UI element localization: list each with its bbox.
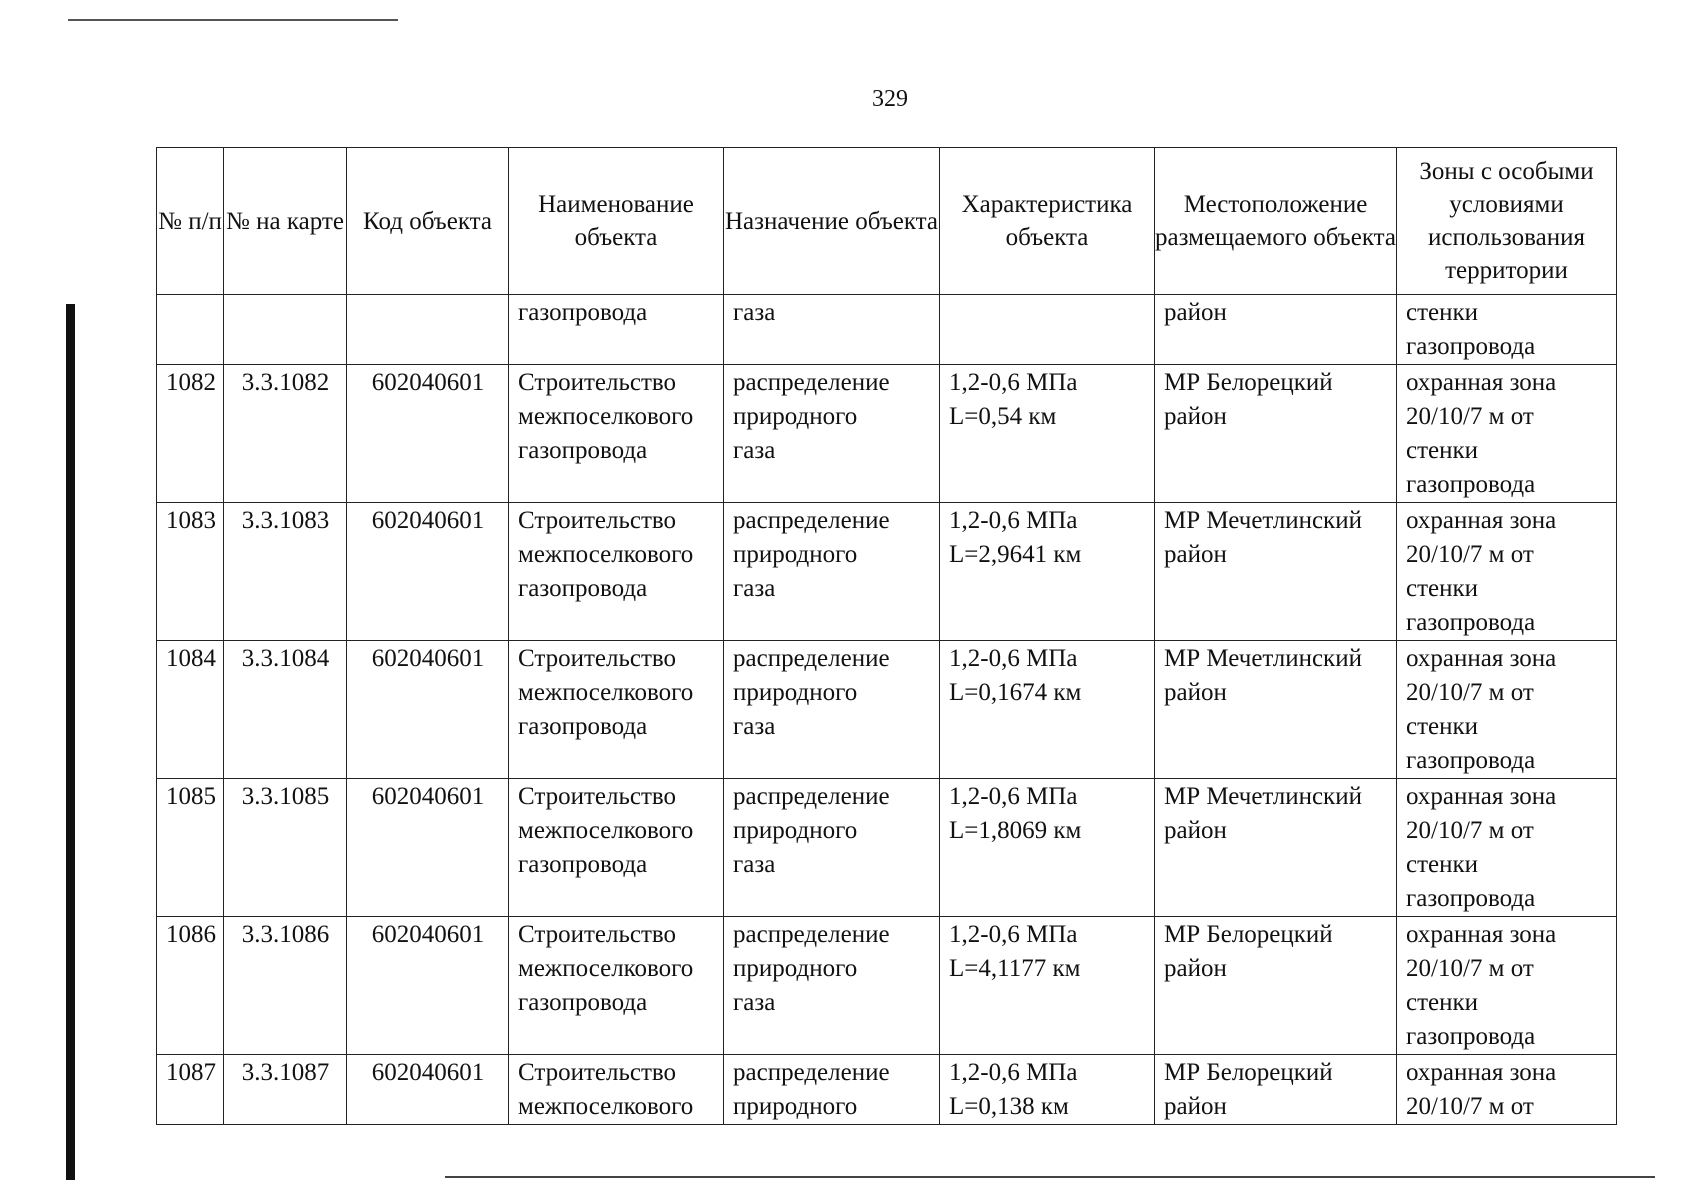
cell-spec <box>940 365 1155 503</box>
text-line: Строительство <box>518 1059 677 1086</box>
cell-name <box>509 503 724 641</box>
text-line: Строительство <box>518 921 677 948</box>
objects-table <box>156 147 1617 1125</box>
cell-name <box>509 641 724 779</box>
text-line: Строительство <box>518 507 677 534</box>
cell-location <box>1155 917 1397 1055</box>
cell-name: газопровода <box>509 295 724 365</box>
text-line: МР Белорецкий <box>1164 1059 1333 1086</box>
cell-purpose <box>724 641 940 779</box>
table-row <box>157 641 1617 779</box>
header-object-name: Наименование объекта <box>509 148 724 295</box>
cell-purpose <box>724 1055 940 1125</box>
cell-code <box>347 295 509 365</box>
text-line: стенки <box>1406 851 1479 878</box>
text-line: 1,2-0,6 МПа <box>949 369 1078 396</box>
text-line: L=0,138 км <box>949 1093 1069 1120</box>
cell-num <box>157 295 224 365</box>
cell-zone: стенки газопровода <box>1397 295 1617 365</box>
cell-location <box>1155 503 1397 641</box>
cell-spec <box>940 295 1155 365</box>
text-line: МР Мечетлинский <box>1164 507 1362 534</box>
cell-spec <box>940 917 1155 1055</box>
table-row <box>157 917 1617 1055</box>
text-line: 20/10/7 м от <box>1406 541 1534 568</box>
text-line: охранная зона <box>1406 1059 1557 1086</box>
text-line: 20/10/7 м от <box>1406 403 1534 430</box>
text-line: газопровода <box>518 989 648 1016</box>
header-object-spec: Характеристика объекта <box>940 148 1155 295</box>
cell-spec <box>940 641 1155 779</box>
text-line: 20/10/7 м от <box>1406 817 1534 844</box>
cell-map: 3.3.1086 <box>224 917 347 1055</box>
text-line: 1,2-0,6 МПа <box>949 645 1078 672</box>
text-line: Строительство <box>518 369 677 396</box>
cell-purpose <box>724 917 940 1055</box>
cell-num: 1082 <box>157 365 224 503</box>
cell-purpose <box>724 779 940 917</box>
table-row-continuation <box>157 295 1617 365</box>
text-line: 1,2-0,6 МПа <box>949 1059 1078 1086</box>
table-row <box>157 365 1617 503</box>
text-line: природного <box>733 955 858 982</box>
text-line: стенки <box>1406 437 1479 464</box>
text-line: газа <box>733 437 776 464</box>
text-line: район <box>1164 679 1227 706</box>
cell-name <box>509 779 724 917</box>
header-zones: Зоны с особыми условиями использования территории <box>1397 148 1617 295</box>
header-num: № п/п <box>157 148 224 295</box>
text-line: МР Мечетлинский <box>1164 783 1362 810</box>
header-object-purpose: Назначение объекта <box>724 148 940 295</box>
table-row <box>157 779 1617 917</box>
header-row <box>157 148 1617 295</box>
text-line: природного <box>733 1093 858 1120</box>
text-line: природного <box>733 679 858 706</box>
text-line: стенки <box>1406 575 1479 602</box>
cell-code: 602040601 <box>347 779 509 917</box>
cell-purpose: газа <box>724 295 940 365</box>
text-line: L=0,54 км <box>949 403 1057 430</box>
cell-map: 3.3.1083 <box>224 503 347 641</box>
header-location: Местоположение размещаемого объекта <box>1155 148 1397 295</box>
text-line: газопровода <box>518 437 648 464</box>
text-line: L=1,8069 км <box>949 817 1082 844</box>
text-line: распределение <box>733 369 890 396</box>
cell-location <box>1155 1055 1397 1125</box>
text-line: Строительство <box>518 783 677 810</box>
text-line: МР Белорецкий <box>1164 369 1333 396</box>
text-line: газа <box>733 989 776 1016</box>
text-line: газа <box>733 851 776 878</box>
cell-code: 602040601 <box>347 641 509 779</box>
text-line: природного <box>733 403 858 430</box>
text-line: район <box>1164 1093 1227 1120</box>
text-line: 1,2-0,6 МПа <box>949 921 1078 948</box>
text-line: район <box>1164 541 1227 568</box>
text-line: охранная зона <box>1406 645 1557 672</box>
cell-location <box>1155 641 1397 779</box>
cell-map: 3.3.1085 <box>224 779 347 917</box>
text-line: охранная зона <box>1406 921 1557 948</box>
text-line: природного <box>733 817 858 844</box>
cell-name <box>509 1055 724 1125</box>
text-line: газопровода <box>1406 747 1536 774</box>
cell-zone <box>1397 503 1617 641</box>
text-line: 20/10/7 м от <box>1406 679 1534 706</box>
text-line: охранная зона <box>1406 507 1557 534</box>
text-line: 20/10/7 м от <box>1406 1093 1534 1120</box>
text-line: МР Мечетлинский <box>1164 645 1362 672</box>
cell-map: 3.3.1082 <box>224 365 347 503</box>
text-line: газопровода <box>1406 471 1536 498</box>
text-line: газопровода <box>518 851 648 878</box>
top-rule <box>68 19 398 21</box>
cell-num: 1087 <box>157 1055 224 1125</box>
cell-num: 1085 <box>157 779 224 917</box>
cell-name <box>509 365 724 503</box>
cell-spec <box>940 779 1155 917</box>
header-map-number: № на карте <box>224 148 347 295</box>
cell-zone <box>1397 779 1617 917</box>
cell-name <box>509 917 724 1055</box>
text-line: газопровода <box>1406 1023 1536 1050</box>
text-line: распределение <box>733 507 890 534</box>
text-line: распределение <box>733 1059 890 1086</box>
text-line: газопровода <box>518 713 648 740</box>
page-number: 329 <box>872 86 908 112</box>
text-line: распределение <box>733 783 890 810</box>
text-line: газопровода <box>1406 885 1536 912</box>
table-row-last <box>157 1055 1617 1125</box>
bottom-rule <box>445 1176 1655 1178</box>
text-line: межпоселкового <box>518 679 694 706</box>
cell-num: 1083 <box>157 503 224 641</box>
text-line: L=2,9641 км <box>949 541 1082 568</box>
scan-edge-bar <box>66 304 75 1180</box>
text-line: 1,2-0,6 МПа <box>949 783 1078 810</box>
text-line: межпоселкового <box>518 403 694 430</box>
text-line: межпоселкового <box>518 1093 694 1120</box>
text-line: распределение <box>733 645 890 672</box>
text-line: стенки <box>1406 989 1479 1016</box>
text-line: район <box>1164 403 1227 430</box>
text-line: газа <box>733 713 776 740</box>
cell-location: район <box>1155 295 1397 365</box>
text-line: 20/10/7 м от <box>1406 955 1534 982</box>
cell-map <box>224 295 347 365</box>
text-line: 1,2-0,6 МПа <box>949 507 1078 534</box>
cell-num: 1086 <box>157 917 224 1055</box>
cell-zone <box>1397 1055 1617 1125</box>
text-line: МР Белорецкий <box>1164 921 1333 948</box>
cell-purpose <box>724 503 940 641</box>
cell-map: 3.3.1084 <box>224 641 347 779</box>
cell-code: 602040601 <box>347 503 509 641</box>
cell-code: 602040601 <box>347 1055 509 1125</box>
text-line: стенки <box>1406 713 1479 740</box>
cell-location <box>1155 779 1397 917</box>
text-line: газопровода <box>518 575 648 602</box>
cell-zone <box>1397 917 1617 1055</box>
cell-code: 602040601 <box>347 365 509 503</box>
cell-location <box>1155 365 1397 503</box>
text-line: район <box>1164 955 1227 982</box>
header-object-code: Код объекта <box>347 148 509 295</box>
table-row <box>157 503 1617 641</box>
text-line: распределение <box>733 921 890 948</box>
text-line: район <box>1164 817 1227 844</box>
cell-map: 3.3.1087 <box>224 1055 347 1125</box>
text-line: газа <box>733 575 776 602</box>
text-line: газопровода <box>1406 609 1536 636</box>
cell-zone <box>1397 641 1617 779</box>
text-line: межпоселкового <box>518 955 694 982</box>
cell-spec <box>940 503 1155 641</box>
cell-purpose <box>724 365 940 503</box>
cell-num: 1084 <box>157 641 224 779</box>
text-line: межпоселкового <box>518 817 694 844</box>
text-line: охранная зона <box>1406 369 1557 396</box>
cell-zone <box>1397 365 1617 503</box>
text-line: охранная зона <box>1406 783 1557 810</box>
text-line: природного <box>733 541 858 568</box>
cell-code: 602040601 <box>347 917 509 1055</box>
text-line: L=4,1177 км <box>949 955 1081 982</box>
text-line: L=0,1674 км <box>949 679 1082 706</box>
text-line: межпоселкового <box>518 541 694 568</box>
cell-spec <box>940 1055 1155 1125</box>
text-line: Строительство <box>518 645 677 672</box>
